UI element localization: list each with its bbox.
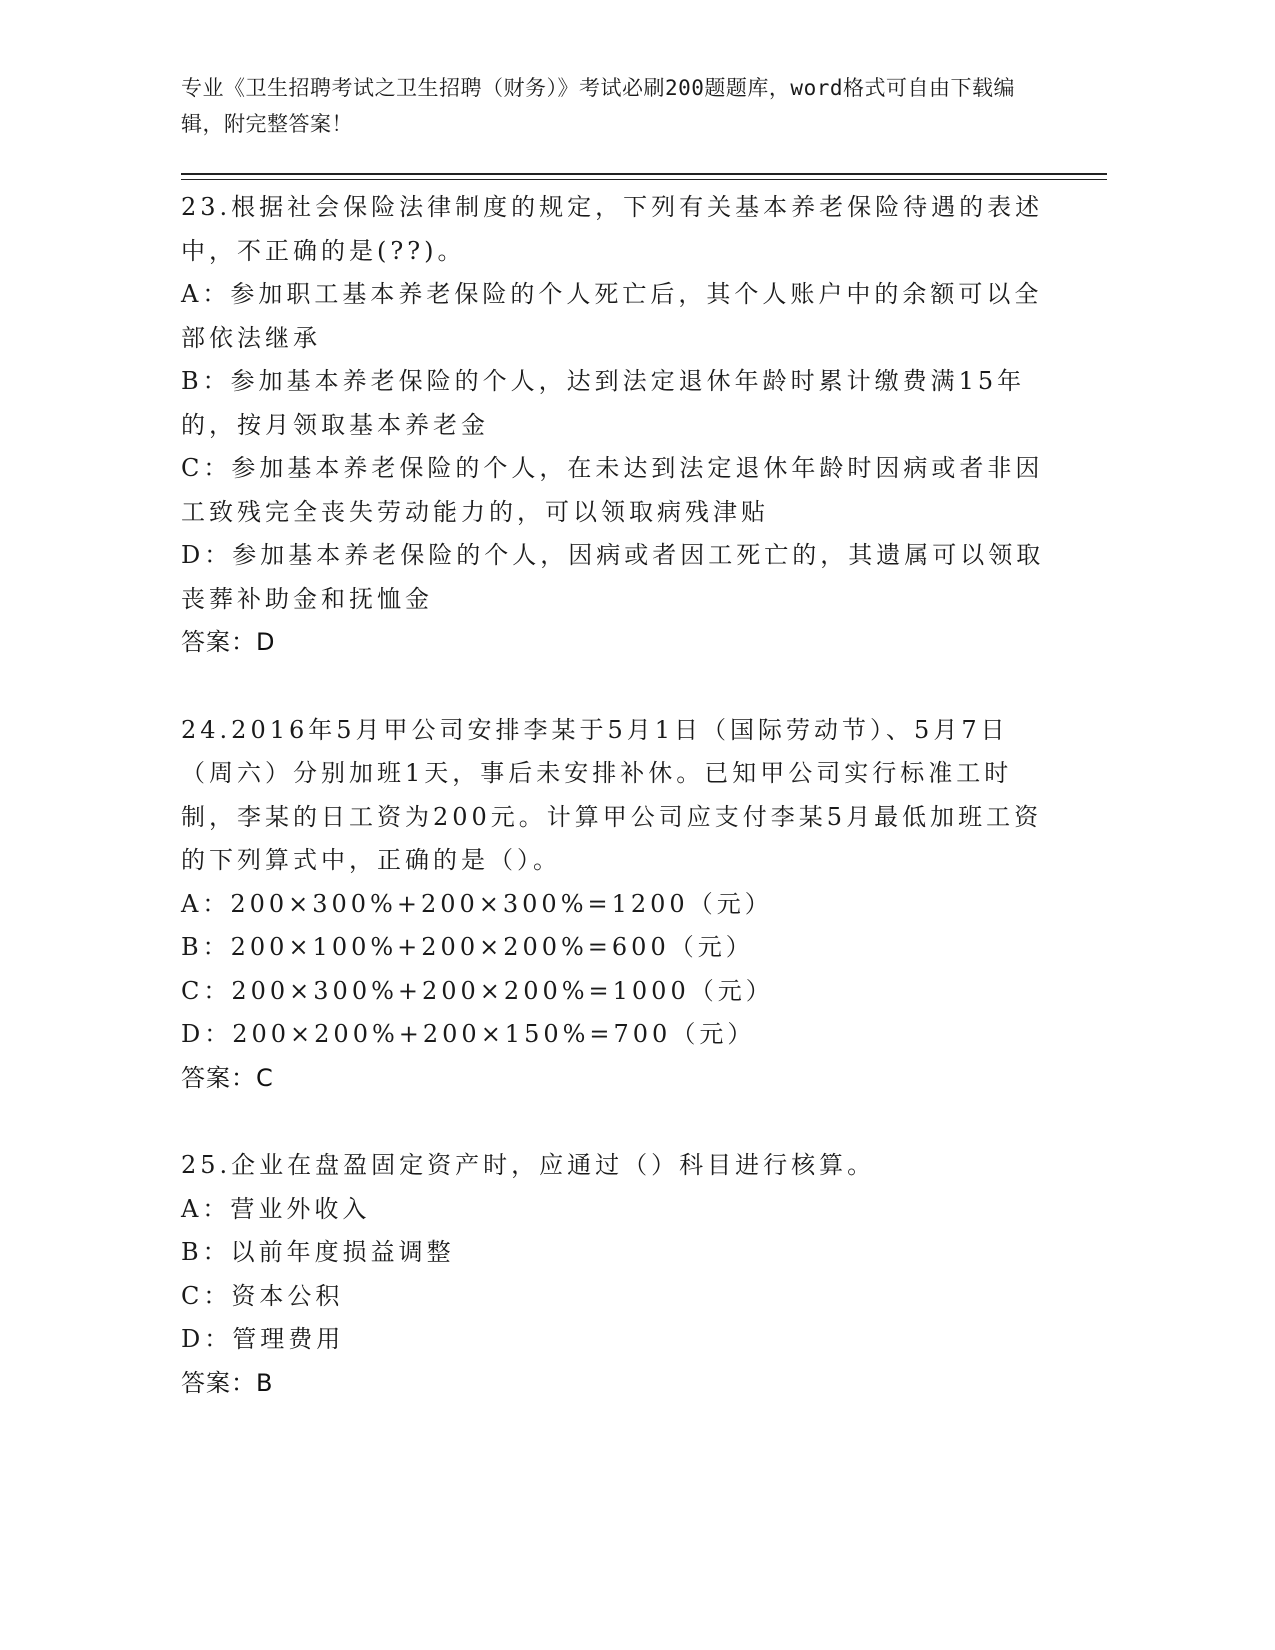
option-b: B：200×100%+200×200%=600（元） (181, 933, 754, 961)
header-note: 专业《卫生招聘考试之卫生招聘（财务）》考试必刷200题题库，word格式可自由下载编辑，附完整答案！ (181, 76, 1015, 136)
answer-line: 答案：D (181, 628, 276, 656)
question-23 (181, 186, 1061, 665)
option-a: A：参加职工基本养老保险的个人死亡后，其个人账户中的余额可以全部依法继承 (181, 280, 1043, 352)
question-24 (181, 709, 1061, 1101)
option-d: D：管理费用 (181, 1325, 345, 1353)
option-d: D：200×200%+200×150%=700（元） (181, 1020, 756, 1048)
question-stem: 25.企业在盘盈固定资产时，应通过（）科目进行核算。 (181, 1151, 876, 1179)
header-divider-thin (181, 179, 1107, 180)
option-d: D：参加基本养老保险的个人，因病或者因工死亡的，其遗属可以领取丧葬补助金和抚恤金 (181, 541, 1045, 613)
option-a: A：200×300%+200×300%=1200（元） (181, 889, 773, 918)
answer-line: 答案：C (181, 1063, 274, 1092)
question-stem: 24.2016年5月甲公司安排李某于5月1日（国际劳动节）、5月7日（周六）分别加班1天，事后未安排补休。已知甲公司实行标准工时制，李某的日工资为200元。计算甲公司应支付李某5月最低加班工资的下列算式中，正确的是（）。 (181, 715, 1043, 874)
question-list (181, 186, 1061, 1405)
option-a: A：营业外收入 (181, 1194, 371, 1223)
question-spacer (181, 665, 1061, 709)
question-stem: 23.根据社会保险法律制度的规定，下列有关基本养老保险待遇的表述中，不正确的是(??)。 (181, 193, 1044, 265)
question-25 (181, 1144, 1061, 1405)
answer-line: 答案：B (181, 1368, 274, 1397)
option-b: B：以前年度损益调整 (181, 1238, 455, 1266)
option-c: C：参加基本养老保险的个人，在未达到法定退休年龄时因病或者非因工致残完全丧失劳动能力的，可以领取病残津贴 (181, 454, 1044, 526)
option-c: C：200×300%+200×200%=1000（元） (181, 976, 774, 1005)
question-spacer (181, 1100, 1061, 1144)
option-c: C：资本公积 (181, 1281, 344, 1310)
option-b: B：参加基本养老保险的个人，达到法定退休年龄时累计缴费满15年的，按月领取基本养老金 (181, 367, 1026, 439)
header-divider (181, 173, 1107, 175)
